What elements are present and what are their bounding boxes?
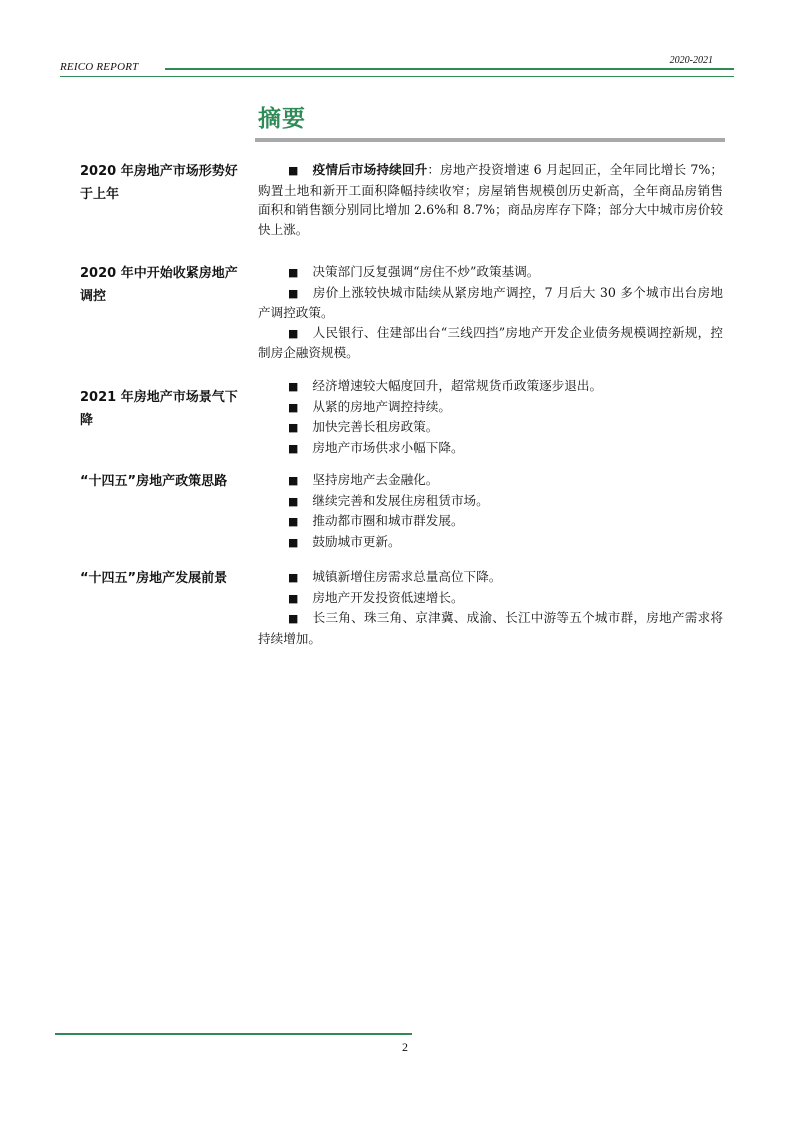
bullet-icon: ■ (288, 400, 299, 414)
list-item (258, 470, 723, 491)
bullet-icon: ■ (288, 494, 299, 508)
section-heading: 2021 年房地产市场景气下降 (80, 390, 238, 428)
list-item (258, 511, 723, 532)
section-body (258, 376, 723, 458)
item-text: 房价上涨较快城市陆续从紧房地产调控，7 月后大 30 多个城市出台房地产调控政策。 (258, 284, 723, 320)
section-body (258, 160, 723, 239)
section-heading: “十四五”房地产政策思路 (80, 474, 228, 489)
footer-rule (55, 1033, 412, 1035)
list-item (258, 438, 723, 459)
list-item (258, 588, 723, 609)
section-body (258, 567, 723, 648)
header-rule (165, 68, 734, 70)
bullet-icon: ■ (288, 474, 299, 487)
item-text: 推动都市圈和城市群发展。 (312, 513, 464, 528)
item-lead: 疫情后市场持续回升 (312, 162, 428, 177)
bullet-icon: ■ (288, 421, 299, 434)
bullet-icon: ■ (288, 591, 299, 605)
list-item (258, 608, 723, 648)
header-left-text: REICO REPORT (60, 61, 139, 73)
list-item (258, 323, 723, 363)
item-text: ：房地产投资增速 6 月起回正，全年同比增长 7%；购置土地和新开工面积降幅持续收窄；房屋销售规模创历史新高，全年商品房销售面积和销售额分别同比增加 2.6%和 8.7%；商品房库存下降；部分大中城市房价较快上涨。 (258, 162, 723, 237)
item-text: 决策部门反复强调“房住不炒”政策基调。 (312, 264, 540, 279)
section-heading: “十四五”房地产发展前景 (80, 571, 228, 586)
header-rule-thin (60, 76, 734, 77)
item-text: 城镇新增住房需求总量高位下降。 (312, 569, 502, 584)
item-text: 加快完善长租房政策。 (312, 419, 439, 434)
page-number: 2 (402, 1040, 408, 1054)
list-item (258, 491, 723, 512)
section-body (258, 262, 723, 363)
item-text: 人民银行、住建部出台“三线四挡”房地产开发企业债务规模调控新规，控制房企融资规模。 (258, 324, 723, 360)
bullet-icon: ■ (288, 266, 299, 279)
item-text: 房地产市场供求小幅下降。 (312, 439, 464, 455)
bullet-icon: ■ (288, 286, 299, 300)
page-title: 摘要 (258, 106, 306, 132)
section-body (258, 470, 723, 552)
item-text: 长三角、珠三角、京津冀、成渝、长江中游等五个城市群，房地产需求将持续增加。 (258, 610, 723, 646)
list-item (258, 567, 723, 588)
list-item (258, 397, 723, 418)
item-text: 鼓励城市更新。 (312, 533, 401, 549)
bullet-icon: ■ (288, 571, 299, 584)
item-text: 经济增速较大幅度回升，超常规货币政策逐步退出。 (312, 378, 603, 393)
header-right-text: 2020-2021 (669, 55, 713, 66)
item-text: 从紧的房地产调控持续。 (312, 398, 451, 414)
list-item (258, 283, 723, 323)
bullet-icon: ■ (288, 535, 299, 549)
list-item (258, 262, 723, 283)
bullet-icon: ■ (288, 515, 299, 528)
item-text: 坚持房地产去金融化。 (312, 472, 439, 487)
item-text: 房地产开发投资低速增长。 (312, 589, 464, 605)
list-item (258, 160, 723, 239)
bullet-icon: ■ (288, 380, 299, 393)
section-heading: 2020 年房地产市场形势好于上年 (80, 164, 238, 202)
bullet-icon: ■ (288, 164, 299, 177)
list-item (258, 376, 723, 397)
item-text: 继续完善和发展住房租赁市场。 (312, 492, 489, 508)
list-item (258, 532, 723, 553)
bullet-icon: ■ (288, 612, 299, 625)
title-underline (255, 138, 725, 142)
bullet-icon: ■ (288, 441, 299, 455)
list-item (258, 417, 723, 438)
bullet-icon: ■ (288, 326, 299, 340)
section-heading: 2020 年中开始收紧房地产调控 (80, 266, 238, 304)
